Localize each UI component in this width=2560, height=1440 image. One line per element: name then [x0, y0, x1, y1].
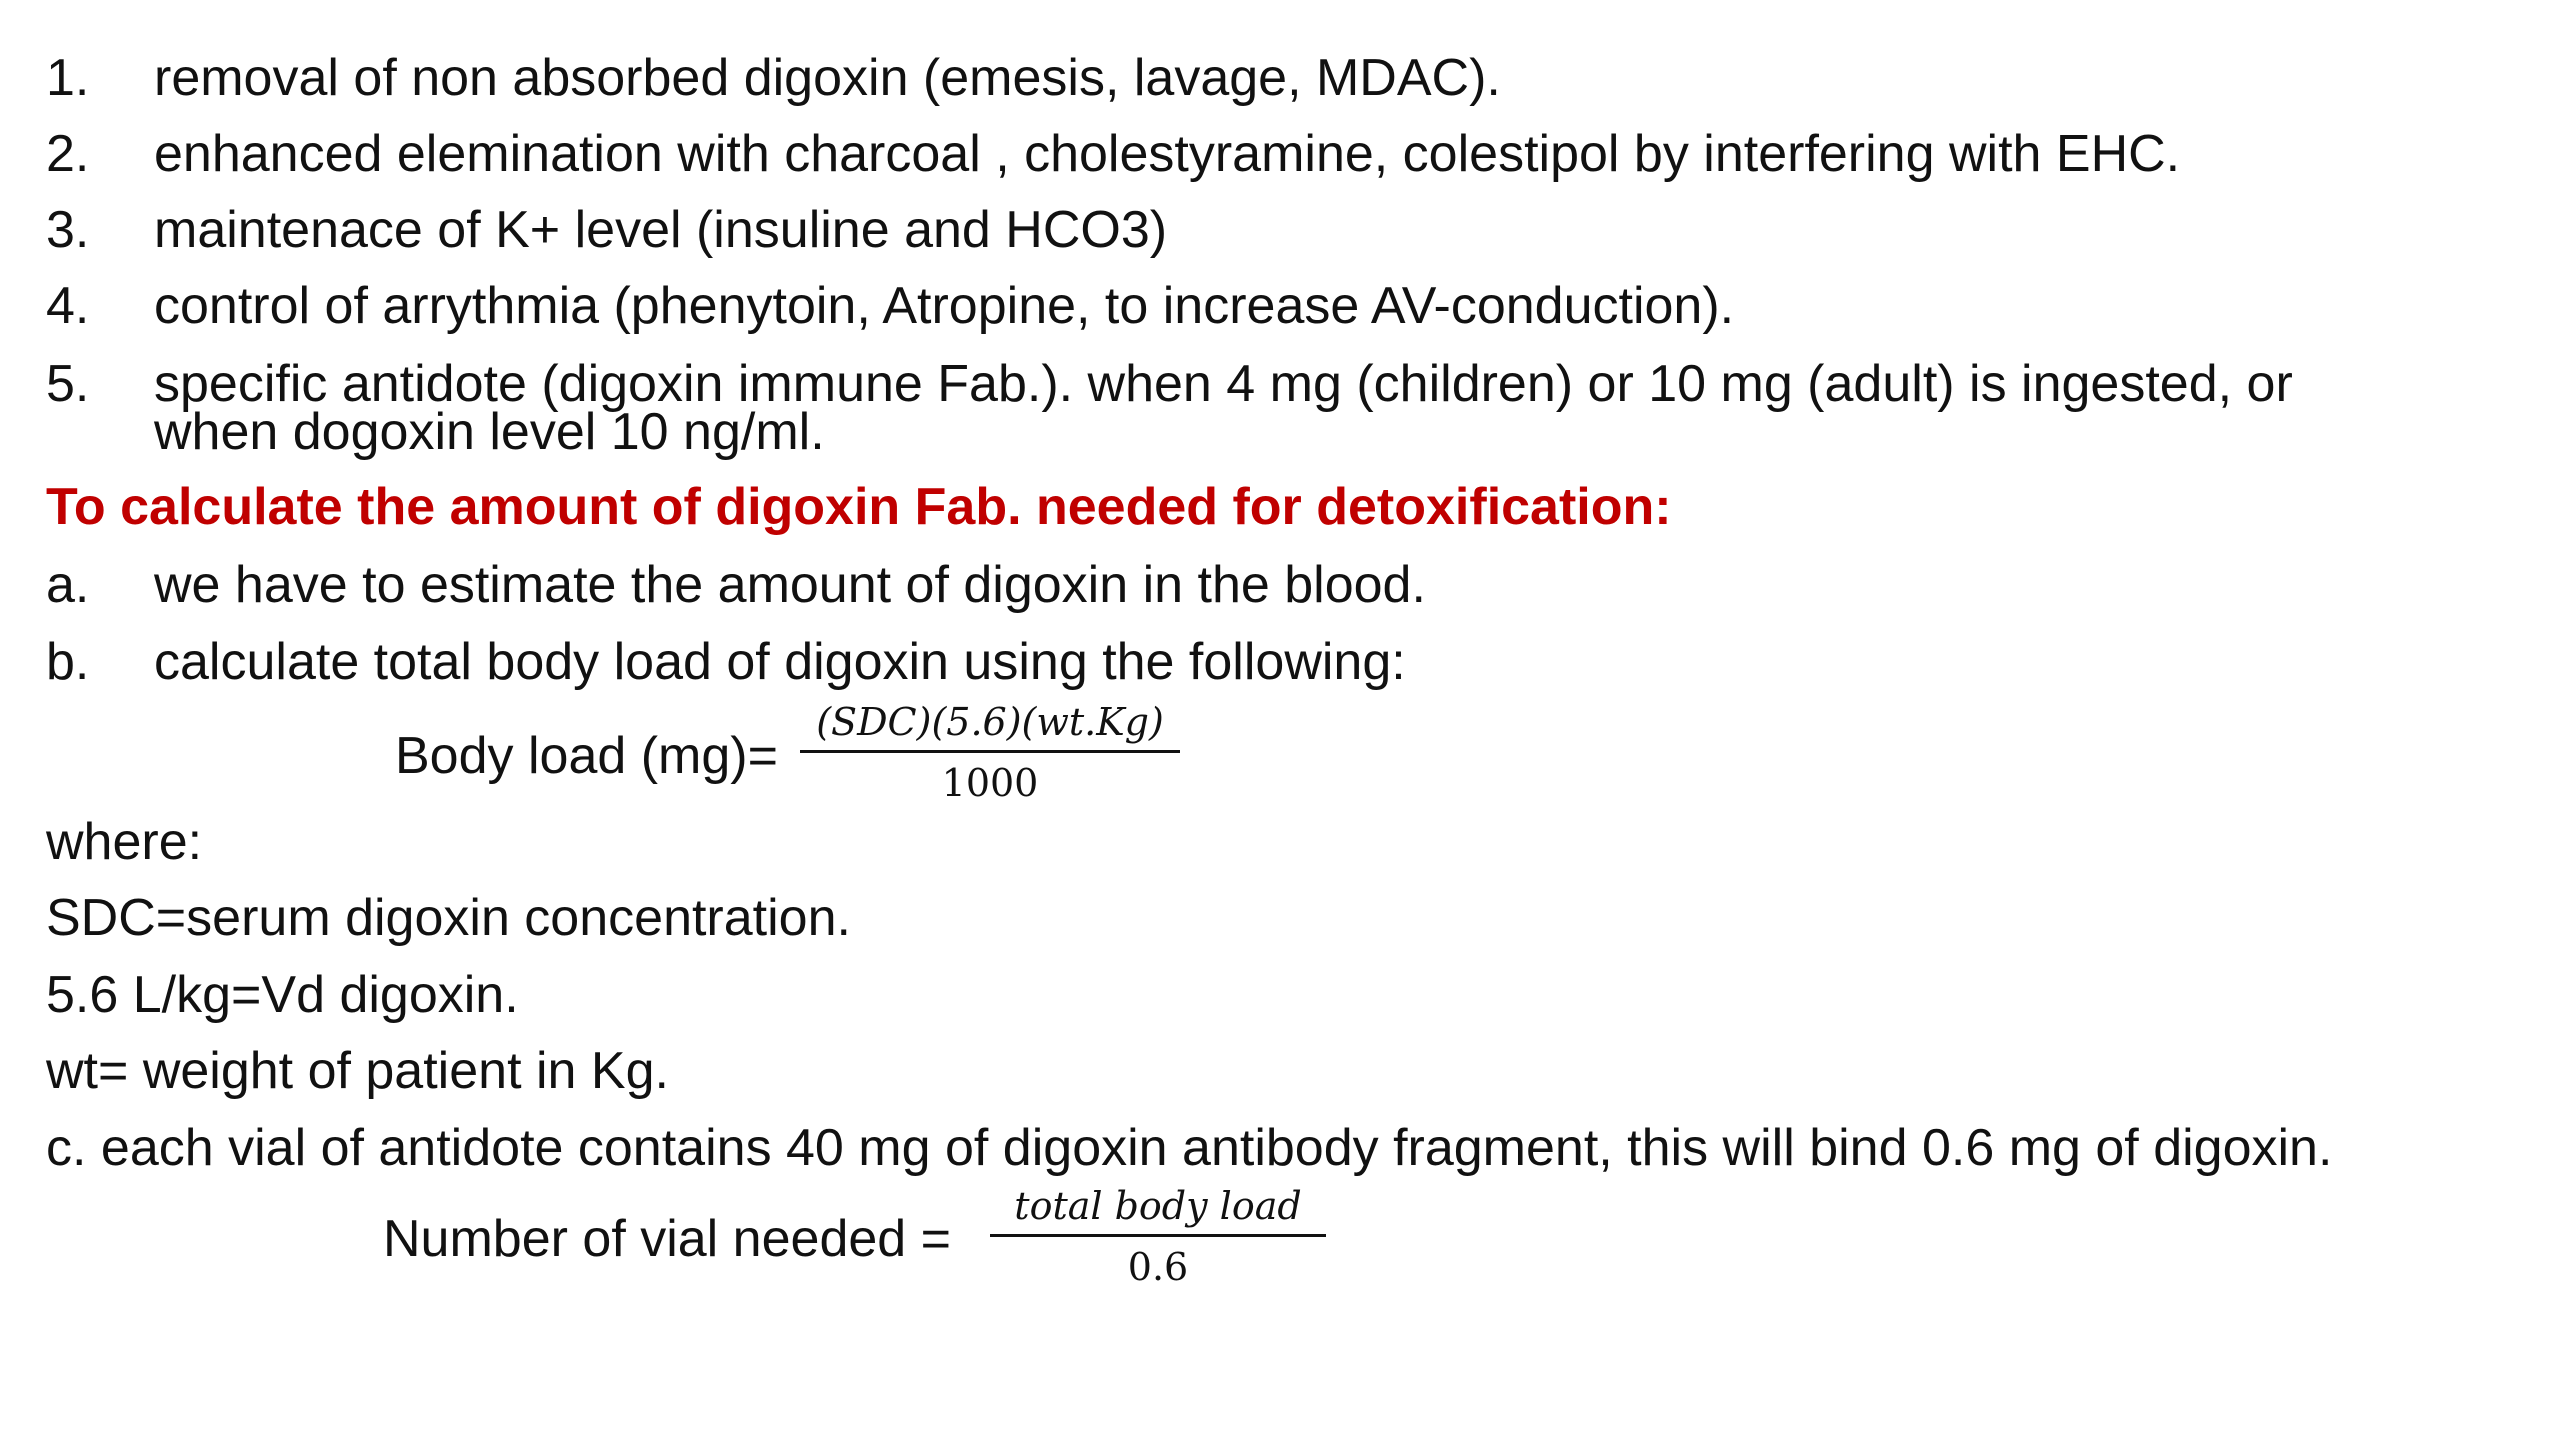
body-load-formula-label: Body load (mg)=: [395, 727, 778, 785]
vial-numerator: total body load: [990, 1184, 1326, 1237]
step-number: 5.: [46, 355, 90, 413]
step-number: 2.: [46, 125, 90, 183]
step-text-continued: when dogoxin level 10 ng/ml.: [154, 403, 825, 461]
definition-vial: c. each vial of antidote contains 40 mg of digoxin antibody fragment, this will bind 0.6 mg of digoxin.: [46, 1119, 2333, 1177]
substep-letter: a.: [46, 556, 90, 614]
vial-fraction: [990, 1184, 1326, 1289]
body-load-fraction: [800, 700, 1180, 805]
definition-vd: 5.6 L/kg=Vd digoxin.: [46, 966, 519, 1024]
substep-text: we have to estimate the amount of digoxin in the blood.: [154, 556, 1426, 614]
step-text: removal of non absorbed digoxin (emesis, lavage, MDAC).: [154, 49, 1501, 107]
body-load-numerator: (SDC)(5.6)(wt.Kg): [800, 700, 1180, 753]
vial-formula-label: Number of vial needed =: [383, 1210, 952, 1268]
step-number: 3.: [46, 201, 90, 259]
step-text: maintenace of K+ level (insuline and HCO3): [154, 201, 1168, 259]
step-number: 1.: [46, 49, 90, 107]
definition-sdc: SDC=serum digoxin concentration.: [46, 889, 851, 947]
definition-where: where:: [46, 813, 203, 871]
substep-text: calculate total body load of digoxin using the following:: [154, 633, 1406, 691]
body-load-denominator: 1000: [941, 761, 1039, 805]
step-text: enhanced elemination with charcoal , cholestyramine, colestipol by interfering with EHC.: [154, 125, 2181, 183]
substep-letter: b.: [46, 633, 90, 691]
definition-weight: wt= weight of patient in Kg.: [46, 1042, 669, 1100]
vial-denominator: 0.6: [1127, 1245, 1189, 1289]
step-number: 4.: [46, 277, 90, 335]
section-heading: To calculate the amount of digoxin Fab. needed for detoxification:: [46, 478, 1672, 536]
step-text: specific antidote (digoxin immune Fab.). when 4 mg (children) or 10 mg (adult) is ingested, or: [154, 355, 2293, 413]
step-text: control of arrythmia (phenytoin, Atropine, to increase AV-conduction).: [154, 277, 1735, 335]
